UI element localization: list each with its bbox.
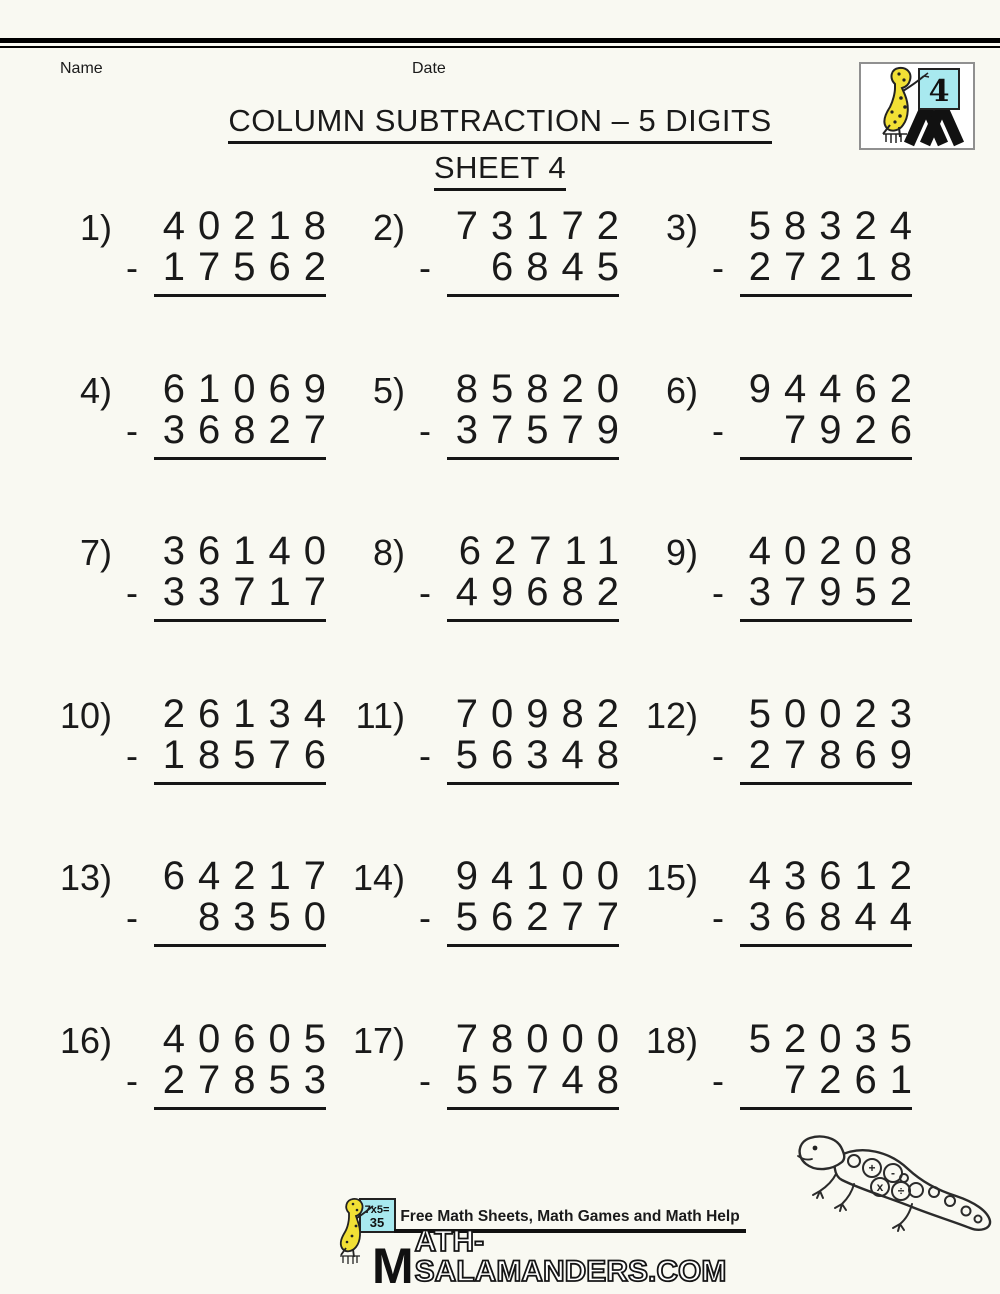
minuend: 40208 (748, 529, 925, 573)
minus-sign: - (126, 247, 138, 288)
minuend: 40605 (162, 1016, 339, 1061)
answer-line (154, 691, 339, 785)
minuend: 43612 (748, 854, 925, 898)
name-label: Name (60, 60, 103, 77)
minus-sign: - (419, 247, 431, 288)
minuend: 73172 (455, 204, 632, 248)
plus-spot: + (868, 1161, 876, 1175)
problem-9 (646, 531, 940, 694)
footer-wordmark: ATH-SALAMANDERS.COM (414, 1224, 727, 1288)
answer-line (447, 691, 632, 785)
problem-2 (353, 206, 646, 369)
minuend: 94100 (455, 854, 632, 898)
minuend: 62711 (458, 529, 632, 573)
minuend: 85820 (455, 366, 632, 411)
problem-number: 11) (355, 694, 405, 736)
top-rule-thick (0, 38, 1000, 43)
subtrahend: 27869 (748, 732, 925, 777)
worksheet-title: COLUMN SUBTRACTION – 5 DIGITS (228, 103, 771, 144)
problem-16 (60, 1016, 353, 1182)
minus-sign: - (419, 897, 431, 938)
minus-sign: - (126, 734, 138, 776)
answer-line (740, 529, 925, 622)
answer-line (447, 529, 632, 622)
minus-sign: - (126, 897, 138, 938)
minuend: 52035 (748, 1016, 925, 1061)
footer-wordmark-m: M (372, 1237, 414, 1294)
minus-sign: - (712, 1059, 724, 1101)
subtrahend: 55748 (455, 1057, 632, 1102)
answer-line (447, 1016, 632, 1110)
problem-1 (60, 206, 353, 369)
answer-line (740, 1016, 925, 1110)
minuend: 58324 (748, 204, 925, 248)
problem-number: 14) (353, 857, 406, 898)
top-rule-thin (0, 46, 1000, 48)
minuend: 64217 (162, 854, 339, 898)
problem-15 (646, 856, 940, 1019)
subtrahend: 8350 (198, 895, 339, 939)
problem-3 (646, 206, 940, 369)
answer-line (740, 691, 925, 785)
problems-grid (60, 206, 940, 1181)
answer-line (154, 529, 339, 622)
problem-number: 13) (60, 857, 113, 898)
subtrahend: 17562 (162, 245, 339, 289)
divide-spot: ÷ (897, 1184, 905, 1198)
problem-number: 15) (646, 857, 699, 898)
subtrahend: 33717 (162, 570, 339, 614)
minus-sign: - (419, 734, 431, 776)
worksheet-subtitle: SHEET 4 (434, 150, 566, 191)
subtrahend: 37579 (455, 407, 632, 452)
subtrahend: 56277 (455, 895, 632, 939)
problem-number: 8) (372, 532, 405, 573)
minuend: 78000 (455, 1016, 632, 1061)
problem-number: 16) (60, 1019, 113, 1061)
answer-line (447, 366, 632, 460)
answer-line (154, 366, 339, 460)
minus-sign: - (712, 734, 724, 776)
subtrahend: 37952 (748, 570, 925, 614)
problem-6 (646, 366, 940, 532)
problem-number: 9) (665, 532, 698, 573)
problem-number: 17) (353, 1019, 406, 1061)
footer-board-line1: 7x5= (364, 1204, 390, 1216)
minus-sign: - (126, 572, 138, 613)
footer-brand (330, 1196, 746, 1294)
problem-14 (353, 856, 646, 1019)
minuend: 94462 (748, 366, 925, 411)
minus-sign: - (126, 1059, 138, 1101)
footer-chair (340, 1256, 360, 1264)
subtrahend: 27853 (162, 1057, 339, 1102)
answer-line (740, 366, 925, 460)
answer-line (740, 854, 925, 947)
answer-line (154, 204, 339, 297)
logo-number: 4 (928, 74, 950, 109)
answer-line (740, 204, 925, 297)
problem-4 (60, 366, 353, 532)
minuend: 70982 (455, 691, 632, 736)
subtrahend: 6845 (491, 245, 632, 289)
problem-number: 4) (79, 369, 112, 411)
answer-line (154, 1016, 339, 1110)
subtrahend: 7926 (784, 407, 925, 452)
problem-13 (60, 856, 353, 1019)
minus-spot: - (891, 1166, 895, 1180)
footer-tagline: Free Math Sheets, Math Games and Math Help (400, 1208, 740, 1225)
minus-sign: - (419, 409, 431, 451)
subtrahend: 56348 (455, 732, 632, 777)
problem-number: 7) (79, 532, 112, 573)
subtrahend: 7261 (784, 1057, 925, 1102)
problem-8 (353, 531, 646, 694)
minuend: 36140 (162, 529, 339, 573)
problem-number: 3) (665, 207, 698, 248)
problem-number: 2) (372, 207, 405, 248)
problem-number: 5) (372, 369, 405, 411)
problem-number: 12) (646, 694, 699, 736)
problem-number: 1) (79, 207, 112, 248)
date-label: Date (412, 60, 446, 77)
times-spot: x (876, 1180, 884, 1194)
problem-number: 6) (665, 369, 698, 411)
answer-line (447, 854, 632, 947)
minus-sign: - (419, 572, 431, 613)
subtrahend: 36827 (162, 407, 339, 452)
problem-10 (60, 691, 353, 857)
minus-sign: - (712, 247, 724, 288)
problem-7 (60, 531, 353, 694)
minuend: 26134 (162, 691, 339, 736)
minuend: 61069 (162, 366, 339, 411)
minus-sign: - (419, 1059, 431, 1101)
footer-board-line2: 35 (369, 1215, 385, 1230)
minus-sign: - (712, 409, 724, 451)
problem-11 (353, 691, 646, 857)
subtrahend: 27218 (748, 245, 925, 289)
minus-sign: - (126, 409, 138, 451)
problem-number: 18) (646, 1019, 699, 1061)
problem-5 (353, 366, 646, 532)
subtrahend: 18576 (162, 732, 339, 777)
answer-line (447, 204, 632, 297)
subtrahend: 49682 (455, 570, 632, 614)
answer-line (154, 854, 339, 947)
problem-17 (353, 1016, 646, 1182)
minuend: 40218 (162, 204, 339, 248)
minus-sign: - (712, 897, 724, 938)
problem-12 (646, 691, 940, 857)
subtrahend: 36844 (748, 895, 925, 939)
minus-sign: - (712, 572, 724, 613)
problem-number: 10) (60, 694, 113, 736)
decorative-salamander-icon (784, 1128, 1000, 1238)
minuend: 50023 (748, 691, 925, 736)
